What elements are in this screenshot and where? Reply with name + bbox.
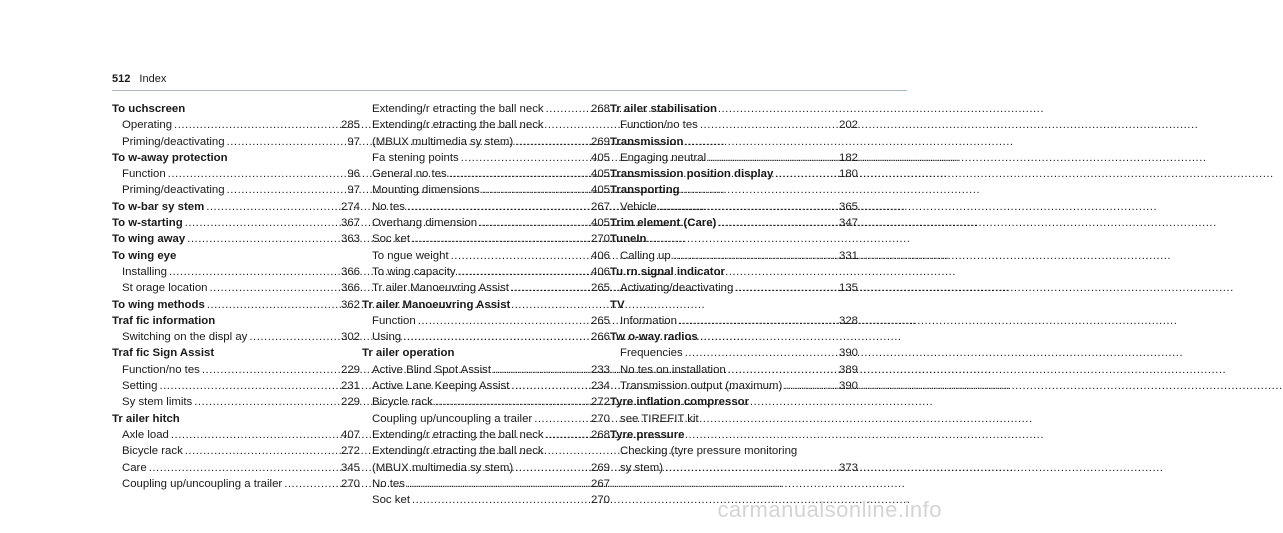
index-entry[interactable]: No tes ..... 267 [362,199,610,215]
header-rule [112,90,907,91]
index-entry[interactable]: Sy stem limits ..... 229 [112,394,360,410]
index-entry[interactable]: Active Lane Keeping Assist ..... 234 [362,378,610,394]
index-heading: To w-away protection [112,151,228,164]
index-heading: TV [610,298,625,311]
index-entry[interactable]: Function ..... 96 [112,166,360,182]
index-entry[interactable]: Switching on the displ ay ..... 302 [112,329,360,345]
index-heading: Tr ailer operation [362,347,455,360]
index-heading: Tr ailer Manoeuvring Assist [362,298,511,311]
index-entry[interactable]: Priming/deactivating ..... 97 [112,182,360,198]
index-entry[interactable]: Priming/deactivating ..... 97 [112,134,360,150]
index-heading: Transmission [610,135,684,148]
see-reference[interactable]: see TIREFIT kit [620,412,699,425]
index-entry-line: Checking (tyre pressure monitoring [620,445,798,458]
index-entry[interactable]: (MBUX multimedia sy stem) ..... 269 [362,460,610,476]
index-entry[interactable]: To ngue weight ..... 406 [362,248,610,264]
index-entry[interactable]: To wing away ..... 363 [112,231,360,247]
index-entry[interactable]: Axle load ..... 407 [112,427,360,443]
index-entry-line: Extending/r etracting the ball neck [372,445,544,458]
index-entry[interactable]: To wing capacity ..... 406 [362,264,610,280]
index-heading: Traf fic information [112,314,216,327]
index-heading: Tr ailer stabilisation [610,103,717,115]
index-heading: Traf fic Sign Assist [112,347,215,360]
index-entry[interactable]: Calling up ..... 331 [610,248,858,264]
index-entry[interactable]: Bicycle rack ..... 272 [362,394,610,410]
index-entry[interactable]: Transmission output (maximum) ..... 390 [610,378,858,394]
index-heading: Tw o-way radios [610,331,698,344]
index-heading: To wing eye [112,249,177,262]
page-header [112,73,166,85]
index-entry[interactable]: Coupling up/uncoupling a trailer ..... 270 [362,411,610,427]
index-entry[interactable]: To w-bar sy stem ..... 274 [112,199,360,215]
index-column-2 [362,101,610,508]
index-entry[interactable]: Function/no tes ..... 229 [112,362,360,378]
index-entry[interactable]: Extending/r etracting the ball neck ..... 268 [362,427,610,443]
index-entry[interactable]: St orage location ..... 366 [112,280,360,296]
index-heading: Tyre pressure [610,428,685,441]
index-entry[interactable]: Function ..... 265 [362,313,610,329]
index-entry[interactable]: To wing methods ..... 362 [112,297,360,313]
index-entry[interactable]: Active Blind Spot Assist ..... 233 [362,362,610,378]
index-entry[interactable]: Care ..... 345 [112,460,360,476]
index-heading: Tr ailer hitch [112,412,180,425]
index-entry[interactable]: Trim element (Care) ..... 347 [610,215,858,231]
index-entry[interactable]: Fa stening points ..... 405 [362,150,610,166]
index-entry[interactable]: (MBUX multimedia sy stem) ..... 269 [362,134,610,150]
index-entry[interactable]: Installing ..... 366 [112,264,360,280]
index-entry[interactable]: Information ..... 328 [610,313,858,329]
index-entry[interactable]: Bicycle rack ..... 272 [112,443,360,459]
section-title: Index [139,73,167,85]
index-entry[interactable]: Soc ket ..... 270 [362,231,610,247]
index-entry[interactable]: General no tes ..... 405 [362,166,610,182]
index-entry[interactable]: Transmission position display ..... 180 [610,166,858,182]
index-entry[interactable]: Using ..... 266 [362,329,610,345]
index-entry[interactable]: Overhang dimension ..... 405 [362,215,610,231]
index-heading: TuneIn [610,233,647,246]
index-entry[interactable]: Coupling up/uncoupling a trailer ..... 270 [112,476,360,492]
index-column-3 [610,101,858,476]
index-heading: To uchscreen [112,103,186,115]
page-number: 512 [112,73,131,85]
index-entry[interactable]: Vehicle ..... 365 [610,199,858,215]
index-entry[interactable]: To w-starting ..... 367 [112,215,360,231]
index-entry[interactable]: Setting ..... 231 [112,378,360,394]
index-heading: Transporting [610,184,680,197]
index-entry[interactable]: No tes on installation ..... 389 [610,362,858,378]
index-heading: Tyre inflation compressor [610,396,750,409]
index-entry[interactable]: Frequencies ..... 390 [610,345,858,361]
index-column-1 [112,101,360,492]
index-entry[interactable]: Soc ket ..... 270 [362,492,610,508]
index-entry[interactable]: No tes ..... 267 [362,476,610,492]
index-heading: Tu rn signal indicator [610,265,725,278]
index-entry[interactable]: Function/no tes ..... 202 [610,117,858,133]
index-entry[interactable]: Extending/r etracting the ball neck ..... 268 [362,101,610,117]
index-entry[interactable]: Engaging neutral ..... 182 [610,150,858,166]
index-entry[interactable]: Activating/deactivating ..... 135 [610,280,858,296]
index-entry[interactable]: sy stem) ..... 373 [610,460,858,476]
watermark: carmanualsonline.info [717,497,942,522]
index-entry[interactable]: Tr ailer Manoeuvring Assist ..... 265 [362,280,610,296]
index-entry[interactable]: Operating ..... 285 [112,117,360,133]
index-entry[interactable]: Mounting dimensions ..... 405 [362,182,610,198]
index-entry-line: Extending/r etracting the ball neck [372,119,544,132]
